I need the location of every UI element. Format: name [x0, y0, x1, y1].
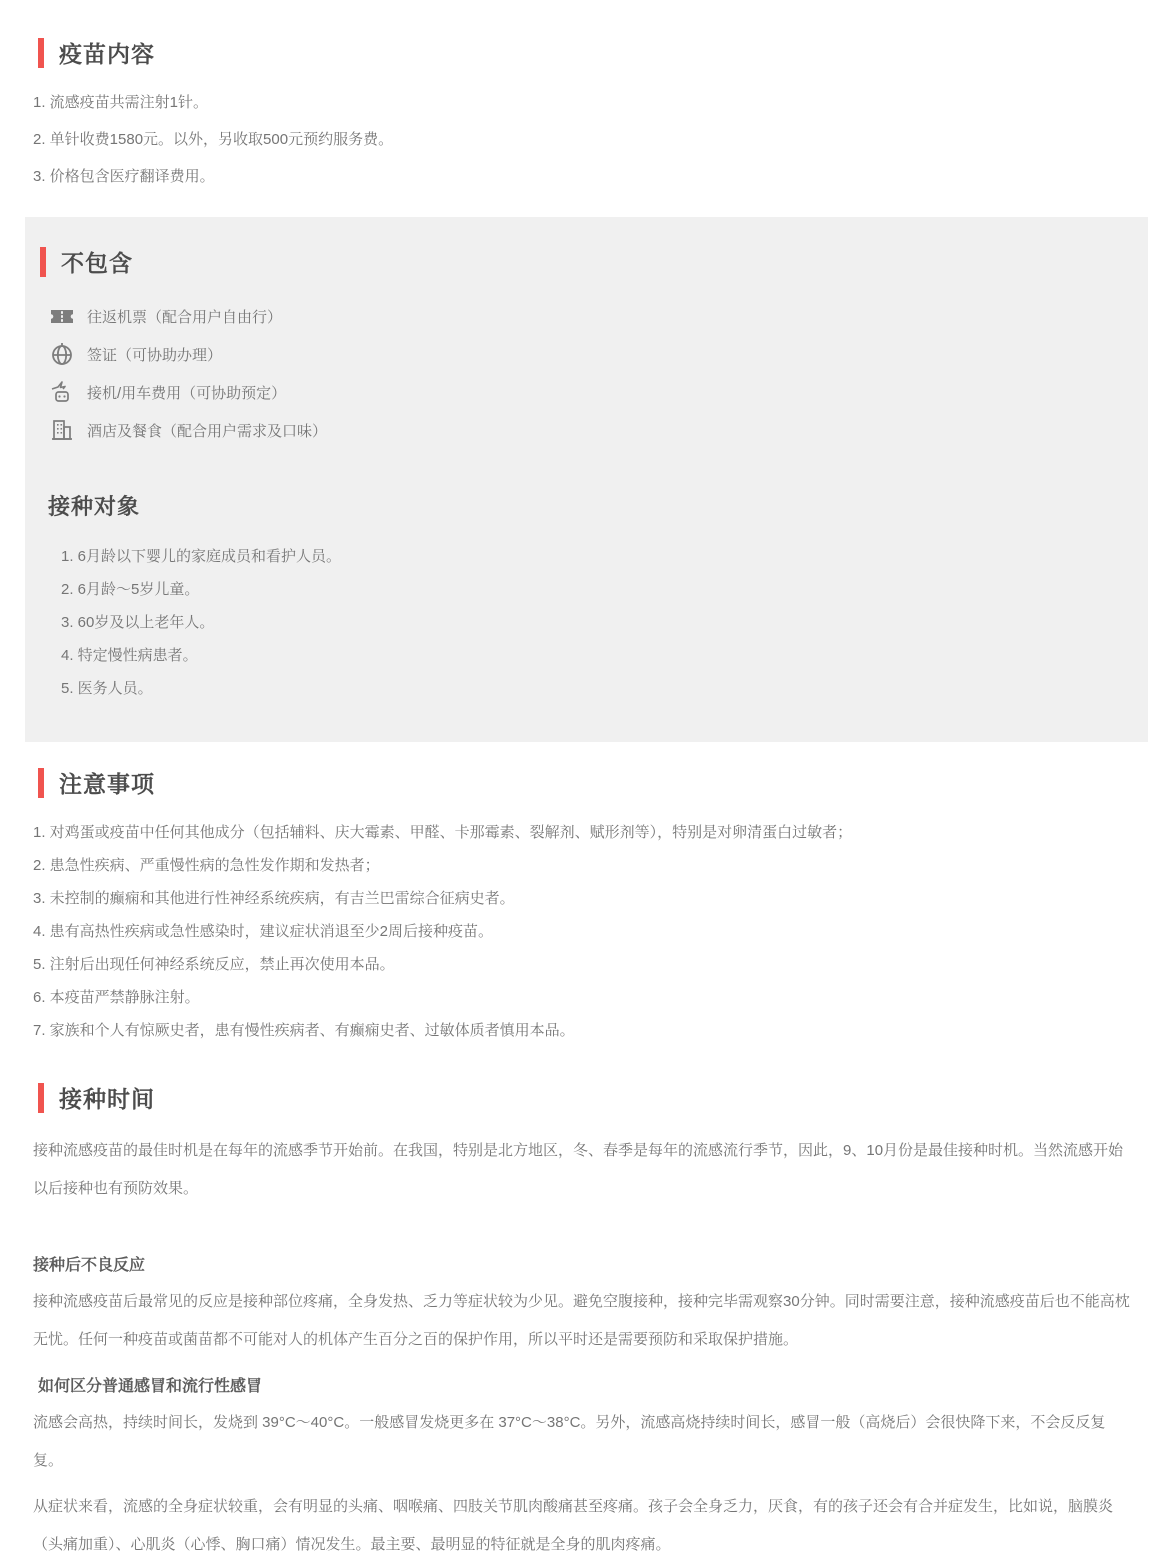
hotel-icon: [50, 418, 74, 442]
list-item: [50, 380, 1128, 404]
subsection-heading-adverse-reactions: 接种后不良反应: [33, 1257, 146, 1274]
cold-vs-flu-text-1: 流感会高热，持续时间长，发烧到 39°C～40°C。一般感冒发烧更多在 37°C～38°C。另外，流感高烧持续时间长，感冒一般（高烧后）会很快降下来，不会反反复复。: [33, 1414, 1106, 1469]
vaccination-time-intro: 接种流感疫苗的最佳时机是在每年的流感季节开始前。在我国，特别是北方地区，冬、春季是每年的流感流行季节，因此，9、10月份是最佳接种时机。当然流感开始以后接种也有预防效果。: [33, 1142, 1124, 1197]
vaccination-targets-list: [61, 547, 1128, 699]
subsection-heading-cold-vs-flu: 如何区分普通感冒和流行性感冒: [38, 1378, 263, 1395]
list-item: 3. 未控制的癫痫和其他进行性神经系统疾病，有吉兰巴雷综合征病史者。: [33, 890, 515, 907]
not-included-item-label: 签证（可协助办理）: [87, 346, 223, 364]
accent-bar: [38, 1083, 44, 1113]
list-item: 7. 家族和个人有惊厥史者，患有慢性疾病者、有癫痫史者、过敏体质者慎用本品。: [33, 1022, 575, 1039]
section-vaccine-content: [0, 36, 1171, 187]
list-item: 1. 对鸡蛋或疫苗中任何其他成分（包括辅料、庆大霉素、甲醛、卡那霉素、裂解剂、赋形剂等），特别是对卵清蛋白过敏者；: [33, 824, 853, 841]
precautions-list: [33, 823, 1131, 1041]
list-item: 5. 医务人员。: [61, 680, 153, 697]
list-item: 2. 单针收费1580元。以外，另收取500元预约服务费。: [33, 131, 394, 148]
list-item: 4. 患有高热性疾病或急性感染时，建议症状消退至少2周后接种疫苗。: [33, 923, 494, 940]
not-included-item-label: 酒店及餐食（配合用户需求及口味）: [87, 422, 328, 440]
section-header: [38, 36, 1171, 69]
list-item: 1. 6月龄以下婴儿的家庭成员和看护人员。: [61, 548, 342, 565]
globe-icon: [50, 342, 74, 366]
list-item: 4. 特定慢性病患者。: [61, 647, 198, 664]
accent-bar: [40, 247, 46, 277]
section-title-not-included: 不包含: [61, 250, 133, 276]
list-item: 2. 6月龄～5岁儿童。: [61, 581, 200, 598]
list-item: 3. 60岁及以上老年人。: [61, 614, 215, 631]
section-title-vaccination-time: 接种时间: [59, 1086, 155, 1112]
accent-bar: [38, 768, 44, 798]
list-item: [50, 418, 1128, 442]
section-title-precautions: 注意事项: [59, 771, 155, 797]
list-item: [50, 342, 1128, 366]
list-item: 3. 价格包含医疗翻译费用。: [33, 168, 215, 185]
cold-vs-flu-text-2: 从症状来看，流感的全身症状较重，会有明显的头痛、咽喉痛、四肢关节肌肉酸痛甚至疼痛。孩子会全身乏力，厌食，有的孩子还会有合并症发生，比如说，脑膜炎（头痛加重）、心肌炎（心悸、胸口痛）情况发生。最主要、最明显的特征就是全身的肌肉疼痛。: [33, 1498, 1114, 1553]
not-included-item-label: 往返机票（配合用户自由行）: [87, 308, 283, 326]
vaccine-content-list: [33, 93, 1131, 187]
section-header: [38, 766, 1171, 799]
not-included-list: [50, 304, 1128, 442]
not-included-item-label: 接机/用车费用（可协助预定）: [87, 384, 287, 402]
section-gray-panel: [25, 217, 1148, 742]
section-header: [40, 245, 1128, 278]
section-title-vaccine-content: 疫苗内容: [59, 41, 155, 67]
ticket-icon: [50, 304, 74, 328]
accent-bar: [38, 38, 44, 68]
list-item: 1. 流感疫苗共需注射1针。: [33, 94, 209, 111]
list-item: [50, 304, 1128, 328]
list-item: 2. 患急性疾病、严重慢性病的急性发作期和发热者；: [33, 857, 380, 874]
section-title-vaccination-targets: 接种对象: [48, 494, 141, 519]
list-item: 5. 注射后出现任何神经系统反应，禁止再次使用本品。: [33, 956, 395, 973]
airport-pickup-icon: [50, 380, 74, 404]
section-precautions: [0, 766, 1171, 1041]
section-vaccination-time: [0, 1081, 1171, 1564]
list-item: 6. 本疫苗严禁静脉注射。: [33, 989, 200, 1006]
adverse-reactions-text: 接种流感疫苗后最常见的反应是接种部位疼痛，全身发热、乏力等症状较为少见。避免空腹接种，接种完毕需观察30分钟。同时需要注意，接种流感疫苗后也不能高枕无忧。任何一种疫苗或菌苗都不可能对人的机体产生百分之百的保护作用，所以平时还是需要预防和采取保护措施。: [33, 1293, 1130, 1348]
section-header: [38, 1081, 1171, 1114]
